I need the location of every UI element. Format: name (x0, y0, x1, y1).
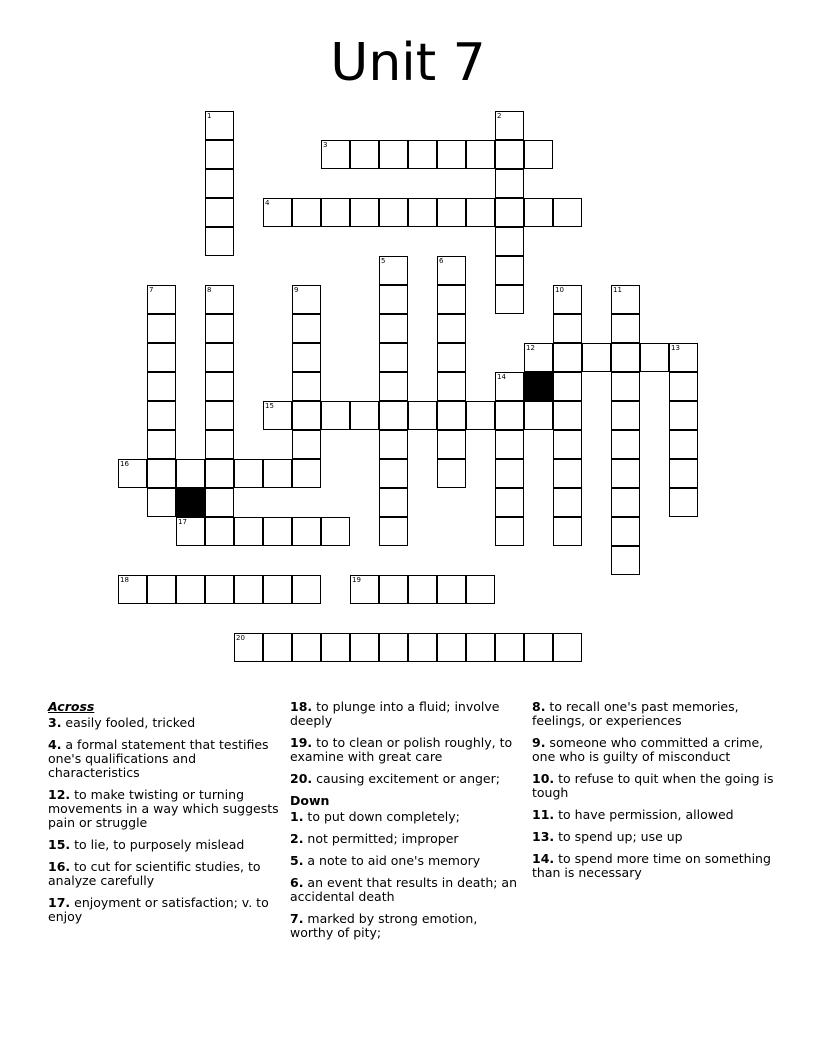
grid-cell[interactable] (524, 633, 553, 662)
grid-cell[interactable] (466, 401, 495, 430)
grid-cell[interactable] (669, 343, 698, 372)
grid-cell[interactable] (437, 343, 466, 372)
grid-cell[interactable] (292, 517, 321, 546)
clue-number: 11 (613, 286, 622, 294)
grid-cell[interactable] (495, 372, 524, 401)
grid-cell[interactable] (205, 314, 234, 343)
clue-across-17: 17. enjoyment or satisfaction; v. to enjoy (48, 895, 269, 924)
page-title: Unit 7 (330, 33, 486, 93)
grid-cell[interactable] (176, 459, 205, 488)
grid-cell[interactable] (147, 459, 176, 488)
clue-down-8: 8. to recall one's past memories, feelings, or experiences (532, 699, 739, 728)
grid-cell[interactable] (553, 343, 582, 372)
grid-cell[interactable] (437, 198, 466, 227)
grid-cell[interactable] (611, 488, 640, 517)
clue-number: 13 (671, 344, 680, 352)
clue-number: 14 (497, 373, 506, 381)
grid-cell[interactable] (147, 575, 176, 604)
clue-number: 12 (526, 344, 535, 352)
grid-cell[interactable] (553, 198, 582, 227)
grid-cell[interactable] (350, 401, 379, 430)
grid-cell[interactable] (437, 459, 466, 488)
grid-cell[interactable] (147, 488, 176, 517)
clue-number: 17 (178, 518, 187, 526)
clue-down-13: 13. to spend up; use up (532, 829, 683, 844)
grid-cell[interactable] (437, 575, 466, 604)
grid-cell[interactable] (437, 314, 466, 343)
black-square (524, 372, 553, 401)
clue-across-12: 12. to make twisting or turning movements in a way which suggests pain or struggle (48, 787, 279, 830)
grid-cell[interactable] (466, 198, 495, 227)
grid-cell[interactable] (553, 314, 582, 343)
clue-number: 15 (265, 402, 274, 410)
grid-cell[interactable] (524, 140, 553, 169)
grid-cell[interactable] (640, 343, 669, 372)
grid-cell[interactable] (611, 401, 640, 430)
grid-cell[interactable] (263, 575, 292, 604)
grid-cell[interactable] (495, 517, 524, 546)
grid-cell[interactable] (669, 401, 698, 430)
grid-cell[interactable] (495, 111, 524, 140)
grid-cell[interactable] (379, 372, 408, 401)
grid-cell[interactable] (379, 198, 408, 227)
clue-down-7: 7. marked by strong emotion, worthy of pity; (290, 911, 478, 940)
grid-cell[interactable] (669, 430, 698, 459)
grid-cell[interactable] (292, 459, 321, 488)
grid-cell[interactable] (437, 256, 466, 285)
grid-cell[interactable] (495, 256, 524, 285)
grid-cell[interactable] (292, 401, 321, 430)
grid-cell[interactable] (379, 633, 408, 662)
grid-cell[interactable] (379, 430, 408, 459)
grid-cell[interactable] (292, 314, 321, 343)
clue-across-4: 4. a formal statement that testifies one's qualifications and characteristics (48, 737, 269, 780)
clue-across-16: 16. to cut for scientific studies, to analyze carefully (48, 859, 261, 888)
grid-cell[interactable] (205, 517, 234, 546)
grid-cell[interactable] (234, 517, 263, 546)
clue-number: 1 (207, 112, 212, 120)
grid-cell[interactable] (408, 633, 437, 662)
black-square (176, 488, 205, 517)
grid-cell[interactable] (205, 343, 234, 372)
grid-cell[interactable] (611, 459, 640, 488)
grid-cell[interactable] (495, 459, 524, 488)
grid-cell[interactable] (205, 488, 234, 517)
grid-cell[interactable] (147, 285, 176, 314)
grid-cell[interactable] (466, 633, 495, 662)
grid-cell[interactable] (669, 488, 698, 517)
grid-cell[interactable] (582, 343, 611, 372)
grid-cell[interactable] (147, 314, 176, 343)
grid-cell[interactable] (292, 575, 321, 604)
grid-cell[interactable] (553, 459, 582, 488)
grid-cell[interactable] (118, 459, 147, 488)
grid-cell[interactable] (263, 459, 292, 488)
grid-cell[interactable] (379, 575, 408, 604)
grid-cell[interactable] (176, 517, 205, 546)
clue-across-20: 20. causing excitement or anger; (290, 771, 500, 786)
clue-across-3: 3. easily fooled, tricked (48, 715, 196, 730)
grid-cell[interactable] (437, 372, 466, 401)
clues-column-2 (290, 700, 522, 948)
grid-cell[interactable] (350, 140, 379, 169)
grid-cell[interactable] (321, 517, 350, 546)
clue-number: 5 (381, 257, 386, 265)
grid-cell[interactable] (321, 140, 350, 169)
grid-cell[interactable] (553, 430, 582, 459)
grid-cell[interactable] (466, 575, 495, 604)
grid-cell[interactable] (495, 430, 524, 459)
grid-cell[interactable] (379, 285, 408, 314)
grid-cell[interactable] (205, 111, 234, 140)
grid-cell[interactable] (147, 430, 176, 459)
grid-cell[interactable] (553, 372, 582, 401)
grid-cell[interactable] (611, 430, 640, 459)
grid-cell[interactable] (408, 401, 437, 430)
clue-number: 7 (149, 286, 154, 294)
grid-cell[interactable] (292, 372, 321, 401)
clue-number: 16 (120, 460, 129, 468)
grid-cell[interactable] (205, 169, 234, 198)
clue-across-19: 19. to to clean or polish roughly, to examine with great care (290, 735, 513, 764)
clue-across-18: 18. to plunge into a fluid; involve deeply (290, 699, 500, 728)
grid-cell[interactable] (176, 575, 205, 604)
grid-cell[interactable] (553, 401, 582, 430)
grid-cell[interactable] (350, 633, 379, 662)
grid-cell[interactable] (437, 401, 466, 430)
clue-number: 9 (294, 286, 299, 294)
grid-cell[interactable] (147, 343, 176, 372)
grid-cell[interactable] (205, 401, 234, 430)
clue-down-2: 2. not permitted; improper (290, 831, 459, 846)
grid-cell[interactable] (379, 256, 408, 285)
grid-cell[interactable] (292, 633, 321, 662)
grid-cell[interactable] (263, 633, 292, 662)
grid-cell[interactable] (205, 459, 234, 488)
grid-cell[interactable] (263, 401, 292, 430)
clues-column-1 (48, 700, 284, 932)
down-heading: Down (290, 793, 330, 808)
clue-down-11: 11. to have permission, allowed (532, 807, 734, 822)
grid-cell[interactable] (147, 401, 176, 430)
grid-cell[interactable] (263, 517, 292, 546)
grid-cell[interactable] (495, 401, 524, 430)
across-heading: Across (48, 699, 95, 714)
grid-cell[interactable] (292, 430, 321, 459)
grid-cell[interactable] (437, 140, 466, 169)
grid-cell[interactable] (379, 314, 408, 343)
grid-cell[interactable] (495, 227, 524, 256)
grid-cell[interactable] (495, 169, 524, 198)
grid-cell[interactable] (379, 401, 408, 430)
clue-number: 2 (497, 112, 502, 120)
grid-cell[interactable] (495, 285, 524, 314)
clue-number: 10 (555, 286, 564, 294)
grid-cell[interactable] (611, 314, 640, 343)
grid-cell[interactable] (379, 517, 408, 546)
clue-number: 19 (352, 576, 361, 584)
grid-cell[interactable] (611, 372, 640, 401)
clue-number: 20 (236, 634, 245, 642)
clue-down-10: 10. to refuse to quit when the going is tough (532, 771, 774, 800)
grid-cell[interactable] (205, 372, 234, 401)
grid-cell[interactable] (611, 546, 640, 575)
grid-cell[interactable] (553, 285, 582, 314)
grid-cell[interactable] (495, 140, 524, 169)
clue-down-1: 1. to put down completely; (290, 809, 460, 824)
grid-cell[interactable] (205, 575, 234, 604)
grid-cell[interactable] (524, 198, 553, 227)
grid-cell[interactable] (466, 140, 495, 169)
grid-cell[interactable] (437, 430, 466, 459)
grid-cell[interactable] (234, 575, 263, 604)
grid-cell[interactable] (379, 343, 408, 372)
grid-cell[interactable] (524, 343, 553, 372)
grid-cell[interactable] (234, 459, 263, 488)
grid-cell[interactable] (408, 140, 437, 169)
grid-cell[interactable] (408, 198, 437, 227)
clue-number: 8 (207, 286, 212, 294)
clue-down-5: 5. a note to aid one's memory (290, 853, 481, 868)
grid-cell[interactable] (350, 575, 379, 604)
grid-cell[interactable] (495, 198, 524, 227)
grid-cell[interactable] (205, 198, 234, 227)
clue-number: 6 (439, 257, 444, 265)
grid-cell[interactable] (495, 633, 524, 662)
grid-cell[interactable] (553, 517, 582, 546)
clue-across-15: 15. to lie, to purposely mislead (48, 837, 245, 852)
grid-cell[interactable] (611, 343, 640, 372)
clue-number: 18 (120, 576, 129, 584)
grid-cell[interactable] (147, 372, 176, 401)
grid-cell[interactable] (321, 633, 350, 662)
grid-cell[interactable] (205, 285, 234, 314)
grid-cell[interactable] (350, 198, 379, 227)
grid-cell[interactable] (205, 430, 234, 459)
clue-down-9: 9. someone who committed a crime, one who is guilty of misconduct (532, 735, 764, 764)
grid-cell[interactable] (205, 140, 234, 169)
grid-cell[interactable] (118, 575, 147, 604)
grid-cell[interactable] (321, 401, 350, 430)
grid-cell[interactable] (379, 459, 408, 488)
grid-cell[interactable] (234, 633, 263, 662)
clues-column-3 (532, 700, 782, 888)
grid-cell[interactable] (379, 140, 408, 169)
clue-down-14: 14. to spend more time on something than is necessary (532, 851, 771, 880)
grid-cell[interactable] (321, 198, 350, 227)
grid-cell[interactable] (669, 459, 698, 488)
grid-cell[interactable] (292, 198, 321, 227)
clue-down-6: 6. an event that results in death; an accidental death (290, 875, 518, 904)
clue-number: 3 (323, 141, 328, 149)
grid-cell[interactable] (263, 198, 292, 227)
grid-cell[interactable] (292, 285, 321, 314)
grid-cell[interactable] (379, 488, 408, 517)
grid-cell[interactable] (292, 343, 321, 372)
clue-number: 4 (265, 199, 270, 207)
grid-cell[interactable] (205, 227, 234, 256)
grid-cell[interactable] (408, 575, 437, 604)
grid-cell[interactable] (495, 488, 524, 517)
grid-cell[interactable] (611, 285, 640, 314)
grid-cell[interactable] (437, 285, 466, 314)
grid-cell[interactable] (611, 517, 640, 546)
grid-cell[interactable] (669, 372, 698, 401)
grid-cell[interactable] (553, 488, 582, 517)
grid-cell[interactable] (553, 633, 582, 662)
grid-cell[interactable] (437, 633, 466, 662)
grid-cell[interactable] (524, 401, 553, 430)
